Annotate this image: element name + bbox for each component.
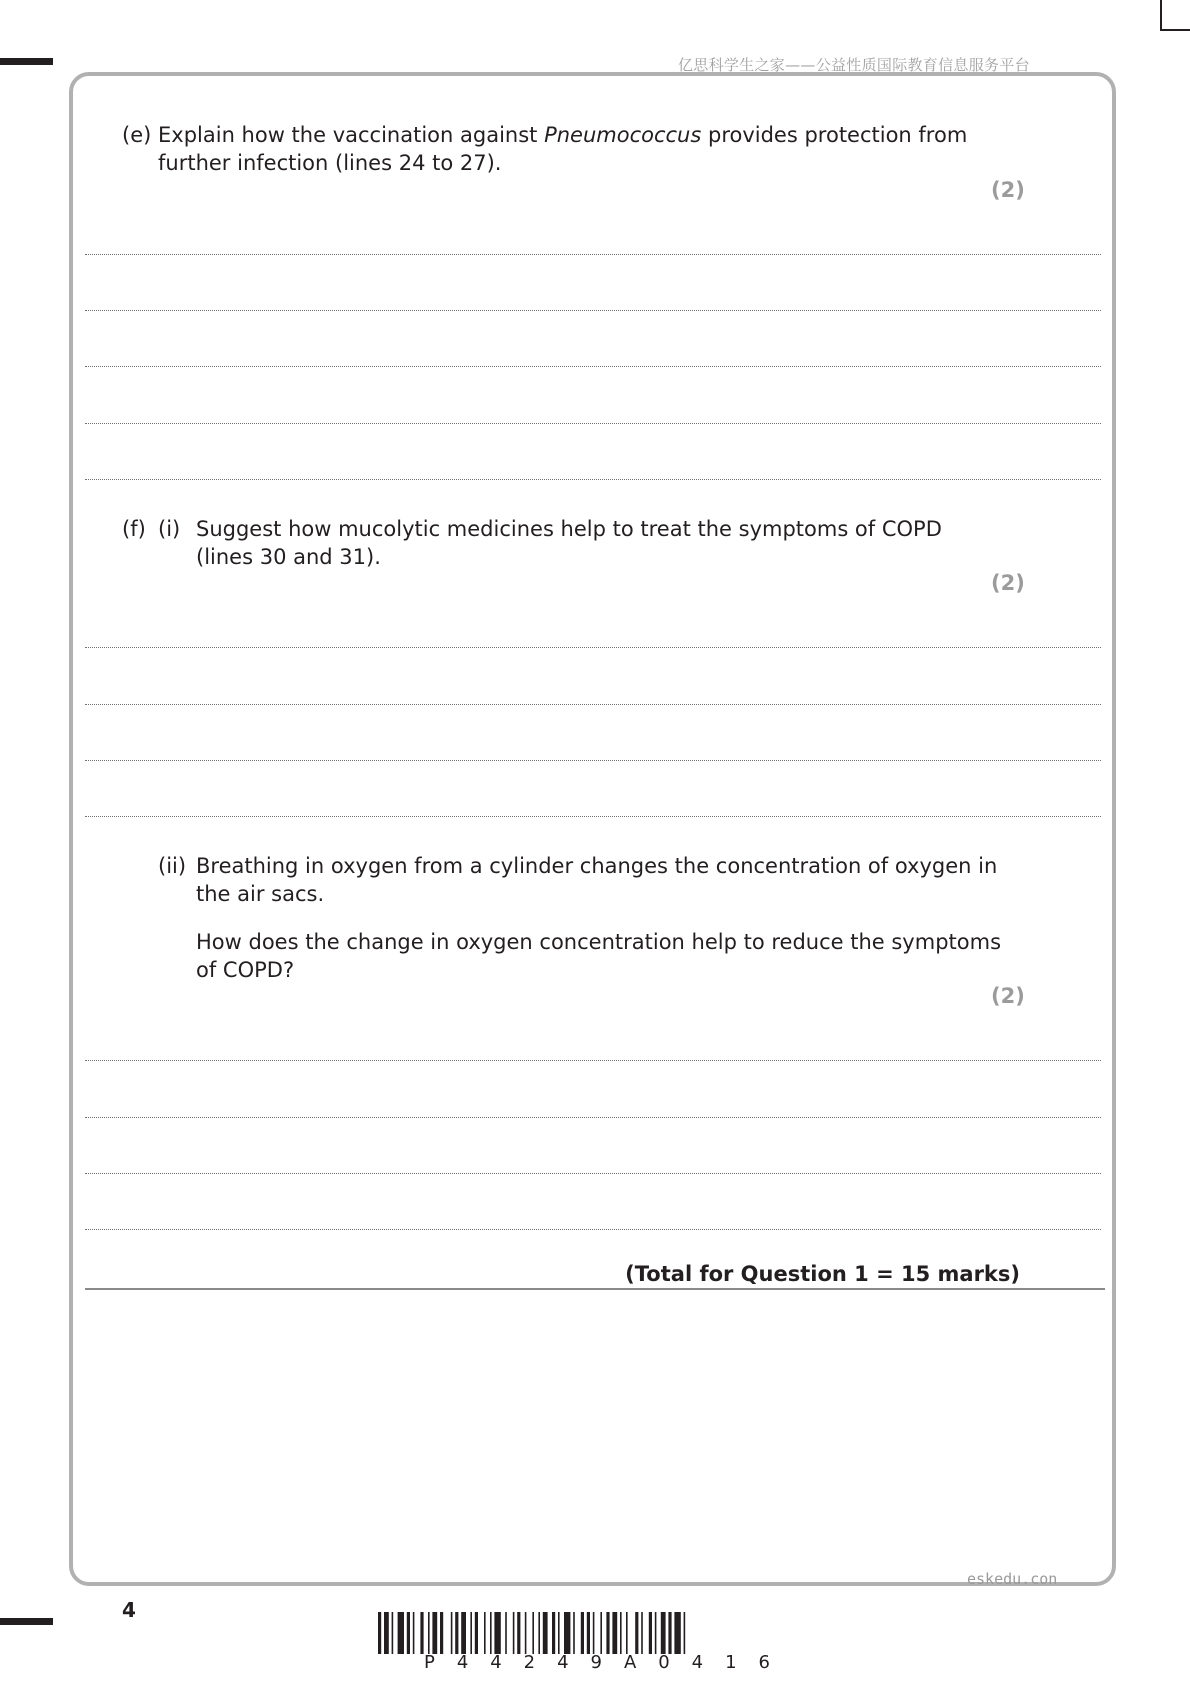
answer-line[interactable] <box>85 760 1101 761</box>
answer-line[interactable] <box>85 816 1101 817</box>
question-e-label: (e) <box>122 123 152 147</box>
barcode-char: 4 <box>557 1652 569 1673</box>
answer-line[interactable] <box>85 479 1101 480</box>
barcode-char: A <box>623 1652 637 1673</box>
question-e-italic: Pneumococcus <box>544 123 702 147</box>
question-e-text-a: Explain how the vaccination against <box>158 123 545 147</box>
question-f-i-marks: (2) <box>991 571 1025 595</box>
barcode-char: P <box>424 1652 435 1673</box>
answer-line[interactable] <box>85 704 1101 705</box>
answer-line[interactable] <box>85 366 1101 367</box>
corner-mark-top-right <box>1160 0 1162 30</box>
question-f-label: (f) <box>122 517 146 541</box>
total-marks: (Total for Question 1 = 15 marks) <box>625 1262 1020 1286</box>
barcode-char: 2 <box>523 1652 536 1673</box>
question-f-ii-line2: the air sacs. <box>196 882 325 906</box>
barcode-char: 4 <box>691 1652 704 1673</box>
question-e-line1 <box>158 121 967 149</box>
footer-watermark: eskedu.con <box>967 1570 1058 1588</box>
question-f-ii-marks: (2) <box>991 984 1025 1008</box>
answer-line[interactable] <box>85 1060 1101 1061</box>
question-f-ii-line1: Breathing in oxygen from a cylinder changes the concentration of oxygen in <box>196 854 998 878</box>
barcode-char: 9 <box>590 1652 602 1673</box>
answer-line[interactable] <box>85 423 1101 424</box>
answer-line[interactable] <box>85 310 1101 311</box>
answer-line[interactable] <box>85 647 1101 648</box>
question-e-marks: (2) <box>991 178 1025 202</box>
barcode-icon <box>378 1612 810 1654</box>
header-watermark: 亿思科学生之家——公益性质国际教育信息服务平台 <box>678 56 1030 74</box>
question-f-ii-line4: of COPD? <box>196 958 295 982</box>
answer-line[interactable] <box>85 1229 1101 1230</box>
question-f-ii-label: (ii) <box>158 854 187 878</box>
question-f-ii-line3: How does the change in oxygen concentration help to reduce the symptoms <box>196 930 1002 954</box>
barcode-char: 0 <box>658 1652 670 1673</box>
question-f-i-line1: Suggest how mucolytic medicines help to treat the symptoms of COPD <box>196 517 942 541</box>
barcode-char: 1 <box>725 1652 737 1673</box>
barcode-char: 4 <box>490 1652 502 1673</box>
question-e-text-b: provides protection from <box>701 123 968 147</box>
barcode-text <box>378 1652 810 1673</box>
answer-line[interactable] <box>85 254 1101 255</box>
left-margin-mark-top <box>0 58 53 65</box>
left-margin-mark-bottom <box>0 1618 53 1625</box>
answer-line[interactable] <box>85 1117 1101 1118</box>
barcode-char: 4 <box>456 1652 469 1673</box>
page-number: 4 <box>122 1598 136 1622</box>
answer-frame <box>69 72 1116 1586</box>
question-f-i-label: (i) <box>158 517 181 541</box>
question-f-i-line2: (lines 30 and 31). <box>196 545 381 569</box>
total-rule <box>85 1288 1105 1290</box>
corner-mark-top-right-h <box>1160 29 1190 31</box>
question-e-line2: further infection (lines 24 to 27). <box>158 151 502 175</box>
answer-line[interactable] <box>85 1173 1101 1174</box>
barcode-char: 6 <box>758 1652 770 1673</box>
